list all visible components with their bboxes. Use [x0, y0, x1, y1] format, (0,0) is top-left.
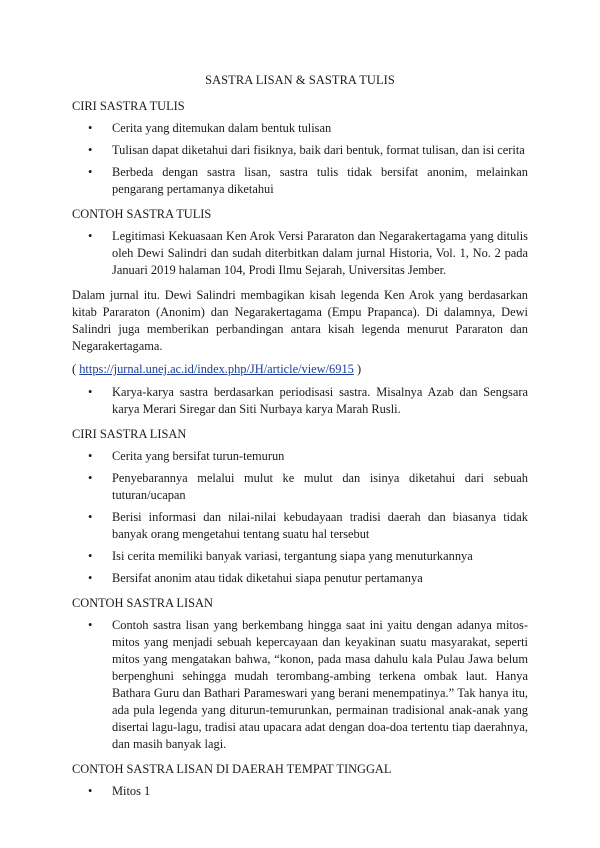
- list-item: • Cerita yang bersifat turun-temurun: [112, 448, 528, 465]
- list-item: • Mitos 1: [112, 783, 528, 800]
- heading-ciri-sastra-tulis: CIRI SASTRA TULIS: [72, 99, 185, 113]
- journal-link[interactable]: https://jurnal.unej.ac.id/index.php/JH/article/view/6915: [79, 362, 354, 376]
- paren-close: ): [353, 362, 362, 376]
- heading-ciri-sastra-lisan: CIRI SASTRA LISAN: [72, 427, 187, 441]
- list-item: • Legitimasi Kekuasaan Ken Arok Versi Pararaton dan Negarakertagama yang ditulis oleh Dewi Salindri dan sudah diterbitkan dalam jurnal Historia, Vol. 1, No. 2 pada Januari 2019 halaman 104, Prodi Ilmu Sejarah, Universitas Jember.: [112, 228, 528, 279]
- list-item: • Berbeda dengan sastra lisan, sastra tulis tidak bersifat anonim, melainkan pengarang pertamanya diketahui: [112, 164, 528, 198]
- heading-contoh-sastra-lisan: CONTOH SASTRA LISAN: [72, 596, 213, 610]
- reference-link-line: [72, 361, 528, 378]
- list-contoh-sastra-lisan: [72, 617, 528, 753]
- list-ciri-sastra-tulis: [72, 120, 528, 198]
- paragraph-jurnal: Dalam jurnal itu. Dewi Salindri membagikan kisah legenda Ken Arok yang berdasarkan kitab Pararaton (Anonim) dan Negarakertagama (Empu Prapanca). Di dalamnya, Dewi Salindri juga memberikan perbandingan antara kisah legenda menurut Pararaton dan Negarakertagama.: [72, 288, 528, 353]
- list-item: • Karya-karya sastra berdasarkan periodisasi sastra. Misalnya Azab dan Sengsara karya Merari Siregar dan Siti Nurbaya karya Marah Rusli.: [112, 384, 528, 418]
- heading-contoh-sastra-tulis: CONTOH SASTRA TULIS: [72, 207, 212, 221]
- list-item: • Isi cerita memiliki banyak variasi, tergantung siapa yang menuturkannya: [112, 548, 528, 565]
- document-title: SASTRA LISAN & SASTRA TULIS: [205, 73, 395, 87]
- list-contoh-daerah: [72, 783, 528, 800]
- list-item: • Tulisan dapat diketahui dari fisiknya, baik dari bentuk, format tulisan, dan isi cerita: [112, 142, 528, 159]
- heading-contoh-daerah: CONTOH SASTRA LISAN DI DAERAH TEMPAT TINGGAL: [72, 762, 392, 776]
- list-item: • Bersifat anonim atau tidak diketahui siapa penutur pertamanya: [112, 570, 528, 587]
- list-item: • Contoh sastra lisan yang berkembang hingga saat ini yaitu dengan adanya mitos-mitos yang menjadi sebuah kepercayaan dan keyakinan suatu masyarakat, seperti mitos yang mengatakan bahwa, “konon, pada masa dahulu kala Pulau Jawa belum berpenghuni sehingga mudah terombang-ambing terkena ombak laut. Hanya Bathara Guru dan Bathari Parameswari yang berani menempatinya.” Tak hanya itu, ada pula legenda yang diturun-temurunkan, permainan tradisional anak-anak yang disertai lagu-lagu, tradisi atau upacara adat dengan doa-doa tertentu tiap daerahnya, dan masih banyak lagi.: [112, 617, 528, 753]
- paren-open: (: [72, 362, 80, 376]
- list-item: • Berisi informasi dan nilai-nilai kebudayaan tradisi daerah dan biasanya tidak banyak orang mengetahui tentang suatu hal tersebut: [112, 509, 528, 543]
- list-contoh-sastra-tulis: [72, 228, 528, 279]
- list-contoh-sastra-tulis-2: [72, 384, 528, 418]
- list-ciri-sastra-lisan: [72, 448, 528, 587]
- list-item: • Penyebarannya melalui mulut ke mulut dan isinya diketahui dari sebuah tuturan/ucapan: [112, 470, 528, 504]
- list-item: • Cerita yang ditemukan dalam bentuk tulisan: [112, 120, 528, 137]
